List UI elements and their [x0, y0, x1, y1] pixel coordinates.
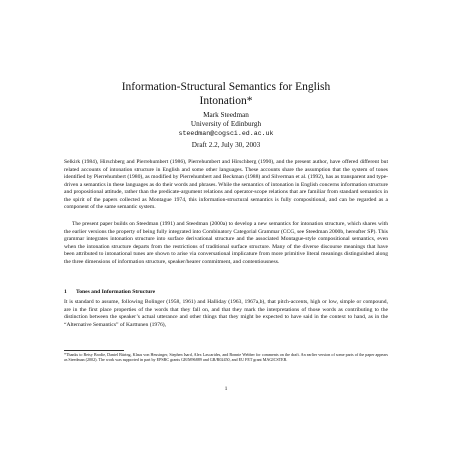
intro-paragraph-1: Selkirk (1984), Hirschberg and Pierrehumbert (1986), Pierrehumbert and Hirschberg (1990), and the present author, have offered different but related accounts of intonation structure in English and some other languages. These accounts share the assumption that the system of tones identified by Pierrehumbert (1980), as modified by Pierrehumbert and Beckman (1988) and Silverman et al. (1992), has as transparent and type-driven a semantics in these languages as do their words and phrases. While the semantics of intonation in English concerns information structure and propositional attitude, rather than the predicate-argument relations and operator-scope relations that are familiar from standard semantics in the spirit of the papers collected as Montague 1974, this information-structural semantics is fully compositional, and can be regarded as a component of the same semantic system. [64, 159, 388, 210]
author-email: steedman@cogsci.ed.ac.uk [178, 130, 274, 137]
author-affiliation: University of Edinburgh [190, 120, 262, 128]
page-number: 1 [224, 386, 228, 392]
section-heading [64, 289, 388, 296]
footnote-rule [64, 350, 124, 351]
title-line-2: Intonation* [199, 95, 253, 107]
section-title: Tones and Information Structure [76, 289, 156, 295]
footnote: *Thanks to Betsy Brodie, Daniel Büring, Klaus von Heusinger, Stephen Isard, Alex Lascarides, and Bonnie Webber for comments on the draft. An earlier version of some parts of the paper appears as Steedman (2002). The work was supported in part by EPSRC grants GR/M96889 and GR/R02450, and EU FET grant MAGICSTER. [64, 352, 388, 363]
author-block [60, 111, 392, 138]
section-number: 1 [64, 289, 67, 295]
intro-paragraph-2: The present paper builds on Steedman (1991) and Steedman (2000a) to develop a new semantics for intonation structure, which shares with the earlier versions the property of being fully integrated into Combinatory Categorial Grammar (CCG, see Steedman 2000b, hereafter SP). This grammar integrates intonation structure into surface derivational structure and the associated Montague-style compositional semantics, even when the intonation structure departs from the restrictions of traditional surface structure. Many of the diverse discourse meanings that have been attributed to intonational tunes are shown to arise via conversational implicature from more primitive literal meanings distinguished along the three dimensions of information structure, speaker/hearer commitment, and contentiousness. [64, 221, 388, 265]
draft-date: Draft 2.2, July 30, 2003 [191, 141, 261, 149]
author-name: Mark Steedman [203, 111, 249, 119]
title-line-1: Information-Structural Semantics for English [121, 81, 331, 93]
paper-title [60, 80, 392, 108]
section-paragraph-1: It is standard to assume, following Bolinger (1958, 1961) and Halliday (1963, 1967a,b), that pitch-accents, high or low, simple or compound, are in the first place properties of the words that they fall on, and that they mark the interpretations of those words as contributing to the distinction between the speaker’s actual utterance and other things that they might be expected to have said in the context to hand, as in the “Alternative Semantics” of Karttunen (1976), [64, 299, 388, 328]
